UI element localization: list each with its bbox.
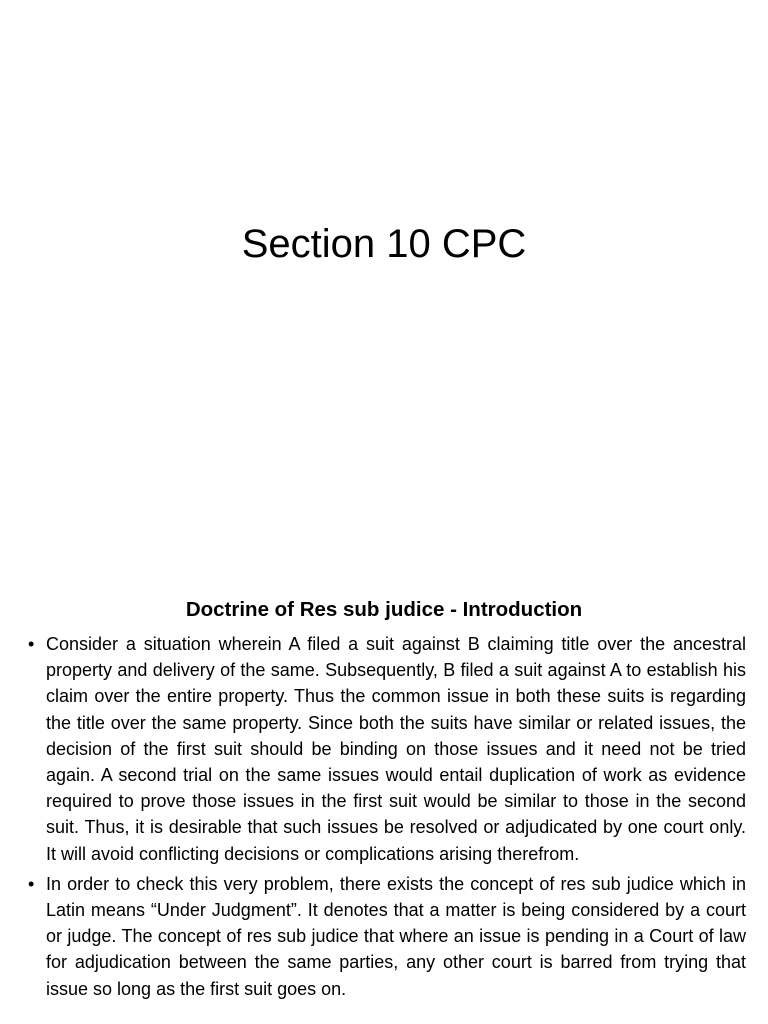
- bullet-dot-icon: •: [28, 634, 35, 654]
- bullet-text-1: Consider a situation wherein A filed a suit against B claiming title over the ancestral property and delivery of the same. Subsequently, B filed a suit against A to establish his claim over the entire property. Thus the common issue in both these suits is regarding the title over the same property. Since both the suits have similar or related issues, the decision of the first suit should be binding on those issues and it need not be tried again. A second trial on the same issues would entail duplication of work as evidence required to prove those issues in the first suit would be similar to those in the second suit. Thus, it is desirable that such issues be resolved or adjudicated by one court only. It will avoid conflicting decisions or complications arising therefrom.: [46, 634, 746, 864]
- bullet-item-1: [28, 631, 746, 867]
- section-heading: Doctrine of Res sub judice - Introduction: [185, 598, 583, 621]
- bullet-item-2: [28, 871, 746, 1002]
- bullet-dot-icon: •: [28, 873, 35, 894]
- bullet-list: [28, 631, 746, 1006]
- slide-title: Section 10 CPC: [241, 222, 527, 266]
- bullet-text-2: In order to check this very problem, there exists the concept of res sub judice which in Latin means “Under Judgment”. It denotes that a matter is being considered by a court or judge. The concept of res sub judice that where an issue is pending in a Court of law for adjudication between the same parties, any other court is barred from trying that issue so long as the first suit goes on.: [46, 873, 746, 999]
